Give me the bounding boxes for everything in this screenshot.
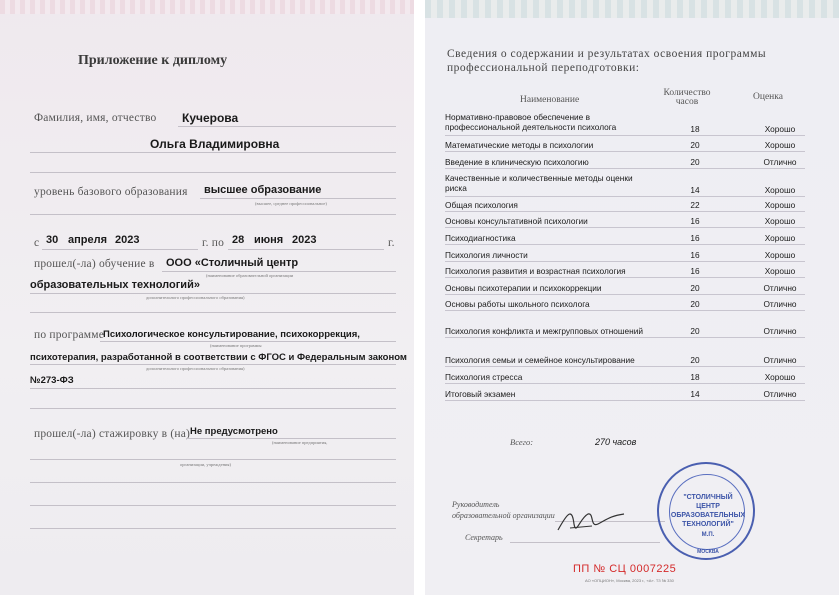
blank-line	[30, 505, 396, 506]
table-row-rule	[445, 366, 805, 367]
serial-number: ПП № СЦ 0007225	[573, 563, 677, 575]
subject-hours: 20	[690, 355, 700, 365]
blank-line	[30, 528, 396, 529]
program-line-rule-1	[100, 341, 396, 342]
head-label-1: Руководитель	[452, 500, 500, 509]
org-hint-1: (наименование образовательной организации	[206, 273, 294, 278]
subject-hours: 16	[690, 216, 700, 226]
intern-value: Не предусмотрено	[190, 426, 278, 437]
subject-grade: Отлично	[763, 299, 797, 309]
subject-hours: 14	[690, 185, 700, 195]
subject-name: Общая психология	[445, 200, 518, 210]
subject-grade: Хорошо	[764, 372, 796, 382]
date-to-line	[228, 249, 384, 250]
table-row-rule	[445, 135, 805, 136]
table-row-rule	[445, 196, 805, 197]
program-line-2: психотерапия, разработанной в соответствии с ФГОС и Федеральным законом	[30, 352, 407, 363]
table-row-rule	[445, 337, 805, 338]
organization-stamp	[657, 462, 755, 560]
subject-name: Введение в клиническую психологию	[445, 157, 589, 167]
column-header-hours-1: Количество	[663, 88, 711, 98]
stamp-city: МОСКВА	[697, 549, 719, 555]
date-to-prefix: г. по	[202, 237, 225, 249]
blank-line	[30, 312, 396, 313]
org-line	[162, 271, 396, 272]
printer-info: АО «ОПЦИОН», Москва, 2023 г., «А». ТЗ № 330	[585, 578, 674, 583]
to-day: 28	[232, 234, 245, 246]
subject-grade: Отлично	[763, 355, 797, 365]
subject-name: Итоговый экзамен	[445, 389, 516, 399]
table-row-rule	[445, 151, 805, 152]
diploma-appendix-left-page	[0, 0, 414, 595]
program-hint-1: (наименование программы	[210, 343, 262, 348]
subject-grade: Хорошо	[764, 216, 796, 226]
intern-line	[186, 438, 396, 439]
org-hint-2: дополнительного профессионального образования)	[146, 295, 245, 300]
subject-name: Психология развития и возрастная психология	[445, 266, 626, 276]
subject-name: Психология стресса	[445, 372, 523, 382]
program-line-rule-3	[30, 388, 396, 389]
intern-hint-2: организации, учреждения)	[180, 462, 231, 467]
total-label: Всего:	[510, 437, 534, 447]
blank-line	[30, 214, 396, 215]
table-row-rule	[445, 294, 805, 295]
date-to-suffix: г.	[388, 237, 395, 249]
subject-name: Качественные и количественные методы оценки риска	[445, 173, 633, 193]
subject-name: Основы психотерапии и психокоррекции	[445, 283, 602, 293]
blank-line	[30, 408, 396, 409]
subject-grade: Хорошо	[764, 124, 796, 134]
table-row-rule	[445, 383, 805, 384]
subject-name: Основы консультативной психологии	[445, 216, 588, 226]
fio-line-2	[30, 152, 396, 153]
table-row-rule	[445, 310, 805, 311]
total-value: 270 часов	[595, 437, 637, 447]
subject-grade: Отлично	[763, 157, 797, 167]
subject-hours: 14	[690, 389, 700, 399]
table-row-rule	[445, 400, 805, 401]
subject-hours: 20	[690, 326, 700, 336]
content-heading-line-1: Сведения о содержании и результатах освоения программы	[447, 48, 767, 60]
subject-hours: 20	[690, 299, 700, 309]
blank-line	[30, 482, 396, 483]
secretary-label: Секретарь	[465, 533, 503, 542]
fio-line	[178, 126, 396, 127]
column-header-hours-2: часов	[675, 97, 699, 107]
decorative-band	[425, 0, 839, 18]
subject-hours: 20	[690, 140, 700, 150]
subject-name: Нормативно-правовое обеспечение в профессиональной деятельности психолога	[445, 112, 617, 132]
program-line-rule-2	[30, 364, 396, 365]
date-from-line	[42, 249, 198, 250]
subject-hours: 16	[690, 233, 700, 243]
stamp-line-1: "СТОЛИЧНЫЙ	[683, 494, 733, 501]
stamp-line-2: ЦЕНТР	[696, 503, 720, 510]
date-from-prefix: с	[34, 237, 40, 249]
page-title: Приложение к диплому	[78, 53, 228, 68]
subject-name: Психология личности	[445, 250, 528, 260]
surname-value: Кучерова	[182, 111, 239, 125]
subject-name: Психология семьи и семейное консультирование	[445, 355, 635, 365]
from-day: 30	[46, 234, 59, 246]
table-row-rule	[445, 261, 805, 262]
diploma-appendix-right-page	[425, 0, 839, 595]
subject-grade: Хорошо	[764, 185, 796, 195]
subject-grade: Хорошо	[764, 140, 796, 150]
table-row-rule	[445, 277, 805, 278]
subject-grade: Отлично	[763, 283, 797, 293]
head-label-2: образовательной организации	[452, 511, 555, 520]
column-header-grade: Оценка	[753, 92, 783, 102]
stamp-line-4: ТЕХНОЛОГИЙ"	[682, 521, 734, 528]
subject-grade: Хорошо	[764, 200, 796, 210]
subject-name: Математические методы в психологии	[445, 140, 594, 150]
subject-grade: Хорошо	[764, 250, 796, 260]
subject-name: Психодиагностика	[445, 233, 516, 243]
stamp-line-3: ОБРАЗОВАТЕЛЬНЫХ	[670, 512, 746, 519]
column-header-name: Наименование	[520, 95, 580, 105]
subject-hours: 18	[690, 372, 700, 382]
table-row-rule	[445, 211, 805, 212]
org-line-1: ООО «Столичный центр	[166, 257, 299, 269]
program-line-1: Психологическое консультирование, психокоррекция,	[103, 329, 360, 340]
subject-name: Психология конфликта и межгрупповых отношений	[445, 326, 644, 336]
subject-hours: 20	[690, 157, 700, 167]
program-line-3: №273-ФЗ	[30, 375, 74, 386]
subject-hours: 16	[690, 250, 700, 260]
to-year: 2023	[292, 234, 317, 246]
subject-hours: 20	[690, 283, 700, 293]
org-line-2: образовательных технологий»	[30, 279, 200, 291]
table-row-rule	[445, 168, 805, 169]
to-month: июня	[254, 234, 284, 246]
edu-level-hint: (высшее, среднее профессиональное)	[255, 201, 327, 206]
subject-hours: 18	[690, 124, 700, 134]
subject-name: Основы работы школьного психолога	[445, 299, 590, 309]
subject-grade: Отлично	[763, 326, 797, 336]
edu-level-line	[200, 198, 396, 199]
program-label: по программе	[34, 329, 105, 341]
subject-grade: Отлично	[763, 389, 797, 399]
intern-line-2	[30, 459, 396, 460]
secretary-signature-line	[510, 542, 660, 543]
intern-label: прошел(-ла) стажировку в (на)	[34, 428, 191, 440]
org-line-2-rule	[30, 293, 396, 294]
table-row-rule	[445, 227, 805, 228]
head-signature	[550, 500, 630, 540]
subject-hours: 16	[690, 266, 700, 276]
subject-grade: Хорошо	[764, 266, 796, 276]
studied-label: прошел(-ла) обучение в	[34, 258, 155, 270]
content-heading-line-2: профессиональной переподготовки:	[447, 62, 640, 74]
blank-line	[30, 172, 396, 173]
stamp-mp: М.П.	[701, 532, 715, 538]
from-month: апреля	[68, 234, 108, 246]
given-names-value: Ольга Владимировна	[150, 137, 280, 151]
edu-level-value: высшее образование	[204, 184, 322, 196]
subject-grade: Хорошо	[764, 233, 796, 243]
edu-level-label: уровень базового образования	[34, 186, 188, 198]
table-row-rule	[445, 244, 805, 245]
decorative-band	[0, 0, 414, 14]
fio-label: Фамилия, имя, отчество	[34, 112, 157, 124]
program-hint-2: дополнительного профессионального образования)	[146, 366, 245, 371]
subject-hours: 22	[690, 200, 700, 210]
intern-hint-1: (наименование предприятия,	[272, 440, 328, 445]
from-year: 2023	[115, 234, 140, 246]
